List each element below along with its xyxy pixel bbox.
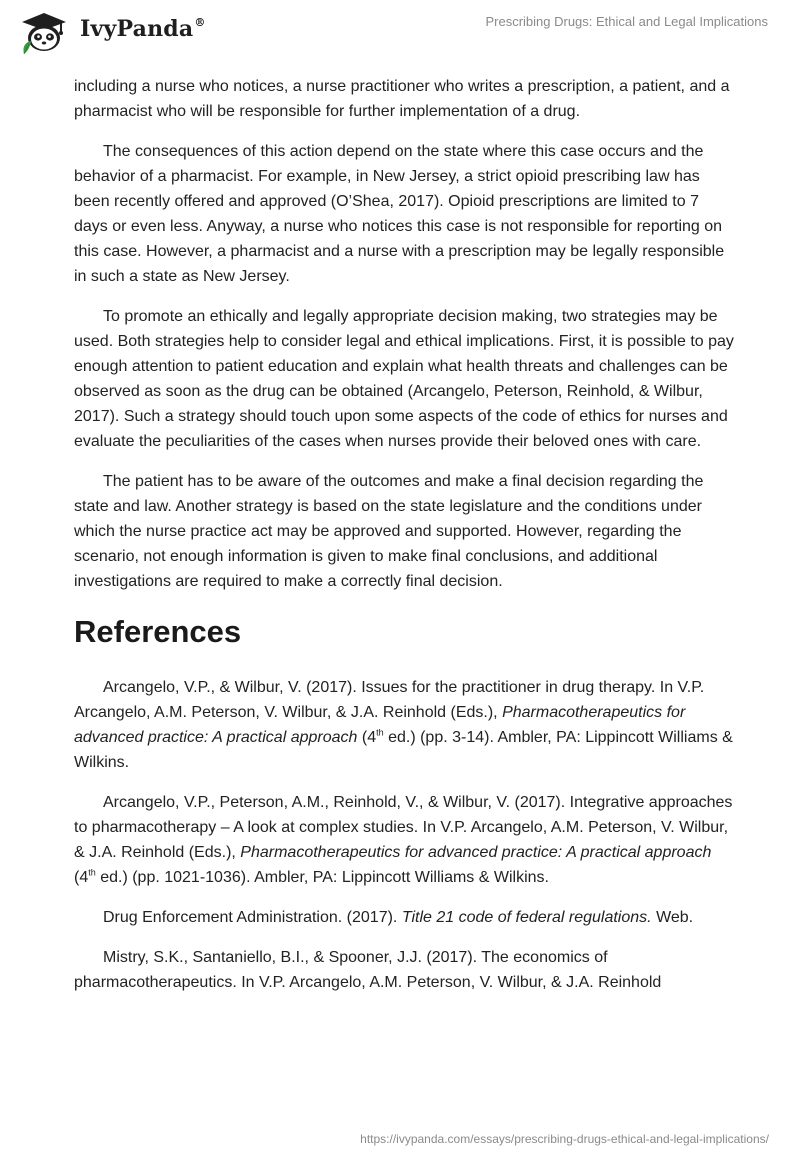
document-title: Prescribing Drugs: Ethical and Legal Implications: [485, 14, 768, 29]
paragraph: The patient has to be aware of the outcomes and make a final decision regarding the state and law. Another strategy is based on the state legislature and the conditions under which the nurse practice act may be approved and supported. However, regarding the scenario, not enough information is given to make final conclusions, and additional investigations are required to make a correctly final decision.: [74, 473, 704, 590]
paragraph: including a nurse who notices, a nurse practitioner who writes a prescription, a patient, and a pharmacist who will be responsible for further implementation of a drug.: [74, 78, 730, 120]
reference-item: Arcangelo, V.P., Peterson, A.M., Reinhold, V., & Wilbur, V. (2017). Integrative approaches to pharmacotherapy – A look at complex studies. In V.P. Arcangelo, A.M. Peterson, V. Wilbur, & J.A. Reinhold (Eds.), Pharmacotherapeutics for advanced practice: A practical approach (4th ed.) (pp. 1021-1036). Ambler, PA: Lippincott Williams & Wilkins.: [74, 794, 733, 886]
essay-content: [74, 74, 734, 1010]
paragraph: To promote an ethically and legally appropriate decision making, two strategies may be used. Both strategies help to consider legal and ethical implications. First, it is possible to pay enough attention to patient education and explain what health threats and challenges can be observed as soon as the drug can be obtained (Arcangelo, Peterson, Reinhold, & Wilbur, 2017). Such a strategy should touch upon some aspects of the code of ethics for nurses and evaluate the peculiarities of the cases when nurses provide their beloved ones with care.: [74, 308, 734, 450]
paragraph: The consequences of this action depend on the state where this case occurs and the behavior of a pharmacist. For example, in New Jersey, a strict opioid prescribing law has been recently offered and approved (O’Shea, 2017). Opioid prescriptions are limited to 7 days or even less. Anyway, a nurse who notices this case is not responsible for reporting on this case. However, a pharmacist and a nurse with a prescription may be legally responsible in such a state as New Jersey.: [74, 143, 725, 285]
ivypanda-logo-icon[interactable]: [14, 10, 74, 54]
reference-item: Mistry, S.K., Santaniello, B.I., & Spooner, J.J. (2017). The economics of pharmacotherapeutics. In V.P. Arcangelo, A.M. Peterson, V. Wilbur, & J.A. Reinhold: [74, 949, 662, 991]
reference-item: Arcangelo, V.P., & Wilbur, V. (2017). Issues for the practitioner in drug therapy. In V.P. Arcangelo, A.M. Peterson, V. Wilbur, & J.A. Reinhold (Eds.), Pharmacotherapeutics for advanced practice: A practical approach (4th ed.) (pp. 3-14). Ambler, PA: Lippincott Williams & Wilkins.: [74, 679, 733, 771]
brand-name[interactable]: IvyPanda®: [80, 15, 206, 42]
source-url-link[interactable]: https://ivypanda.com/essays/prescribing-drugs-ethical-and-legal-implications/: [360, 1132, 769, 1146]
references-heading: References: [74, 614, 242, 649]
page-header: [0, 0, 800, 66]
reference-item: Drug Enforcement Administration. (2017). Title 21 code of federal regulations. Web.: [103, 909, 694, 926]
